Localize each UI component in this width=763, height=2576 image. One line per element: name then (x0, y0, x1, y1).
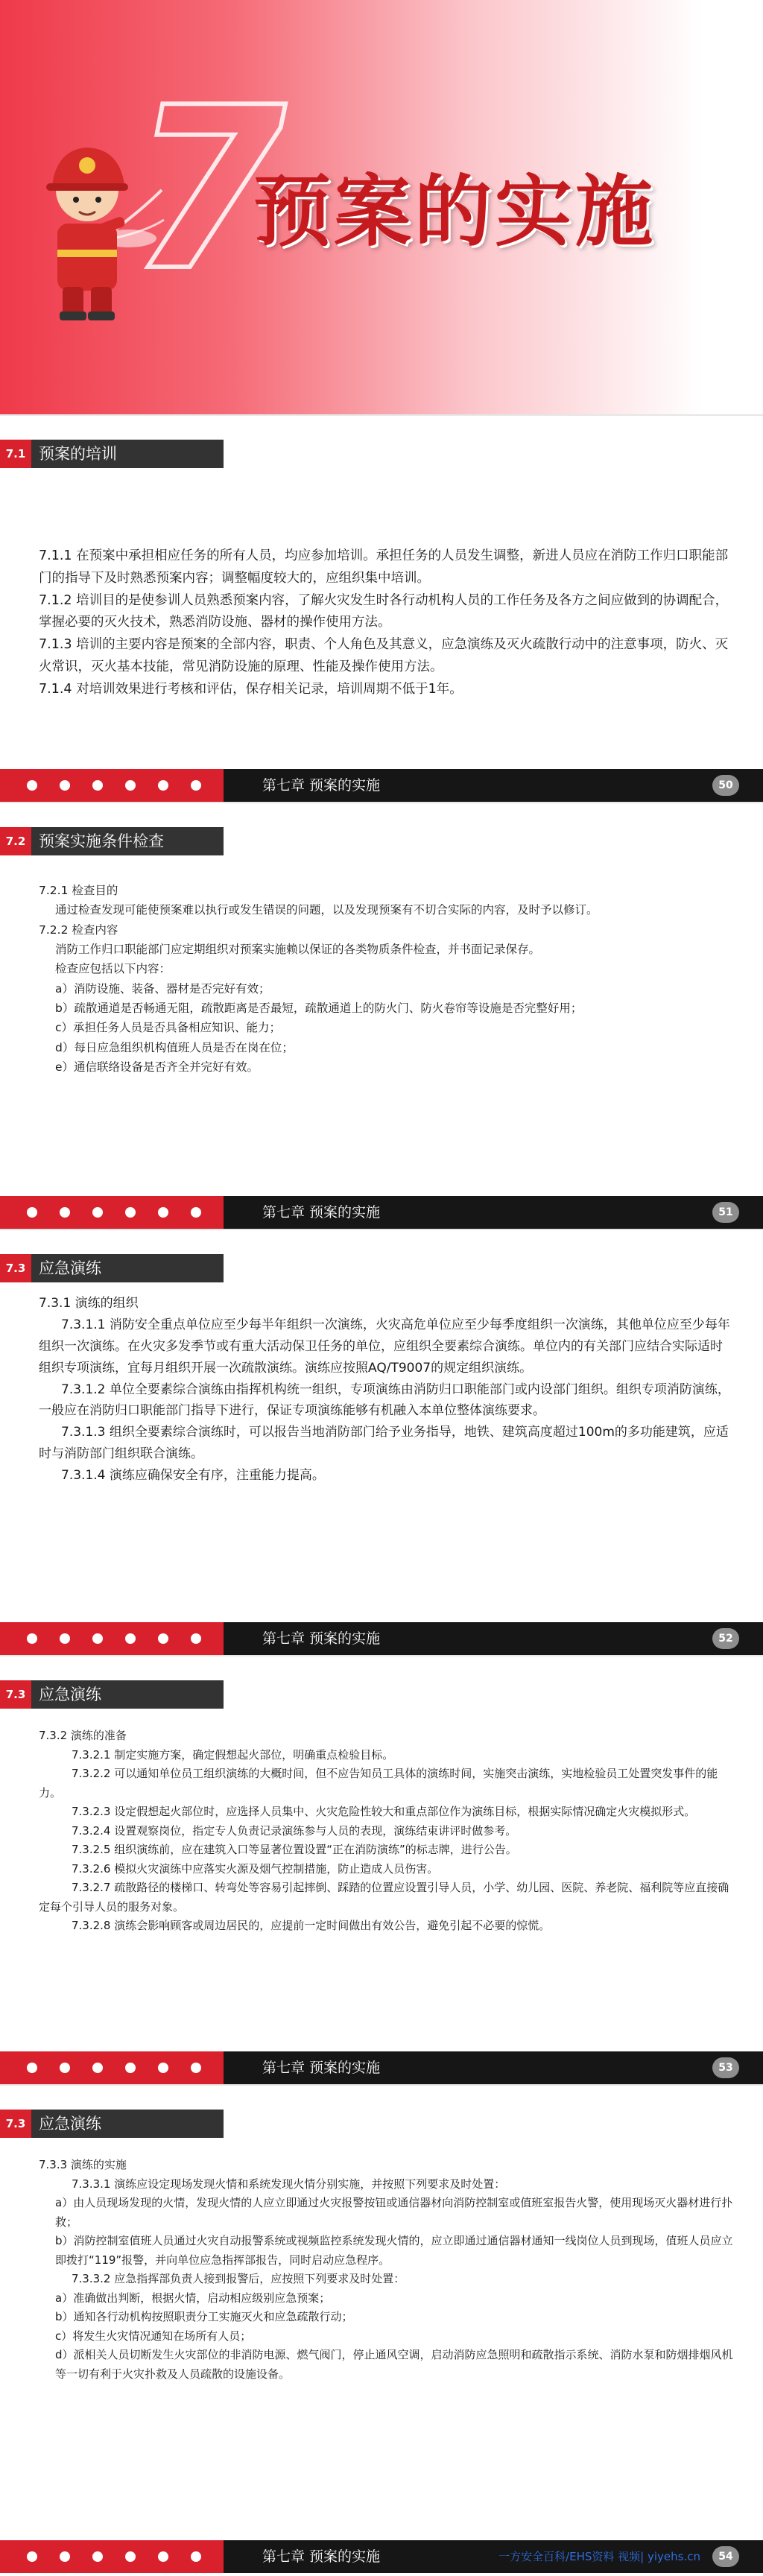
progress-dot (27, 2063, 37, 2073)
subheading: 7.2.2 检查内容 (39, 923, 118, 937)
chapter-title: 预案的实施 (253, 166, 656, 257)
paragraph: 7.3.2.4 设置观察岗位，指定专人负责记录演练参与人员的表现，演练结束讲评时做参考。 (72, 1823, 517, 1838)
paragraph: 7.1.1 在预案中承担相应任务的所有人员，均应参加培训。承担任务的人员发生调整，新进人员应在消防工作归口职能部门的指导下及时熟悉预案内容；调整幅度较大的，应组织集中培训。 (39, 548, 729, 586)
list-item: c）将发生火灾情况通知在场所有人员； (55, 2329, 252, 2343)
watermark-link[interactable]: 一方安全百科/EHS资料 视频| yiyehs.cn (498, 2550, 700, 2563)
section-header (0, 1680, 224, 1709)
slide-footer (0, 2051, 763, 2084)
slide-footer (0, 2540, 763, 2573)
chapter-label: 第七章 预案的实施 (262, 2060, 381, 2076)
paragraph: 7.3.1.1 消防安全重点单位应至少每半年组织一次演练，火灾高危单位应至少每季度组织一次演练，其他单位应至少每年组织一次演练。在火灾多发季节或有重大活动保卫任务的单位，应组织全要素综合演练。单位内的有关部门应结合实际适时组织专项演练，宜每月组织开展一次疏散演练。演练应按照AQ/T9007的规定组织演练。 (39, 1317, 730, 1376)
chapter-label: 第七章 预案的实施 (262, 1630, 381, 1647)
slide-training (0, 414, 763, 802)
footer-progress-bar (0, 1196, 224, 1229)
progress-dot (158, 1207, 168, 1218)
progress-dot (92, 1633, 103, 1644)
slide-footer (0, 1622, 763, 1655)
chapter-label: 第七章 预案的实施 (262, 777, 381, 794)
list-item: e）通信联络设备是否齐全并完好有效。 (55, 1060, 259, 1075)
progress-dot (60, 2063, 70, 2073)
progress-dot (125, 1207, 136, 1218)
paragraph: 7.3.1.4 演练应确保安全有序，注重能力提高。 (61, 1468, 325, 1484)
footer-progress-bar (0, 2540, 224, 2573)
slide-body (39, 1293, 733, 1487)
subheading: 7.3.1 演练的组织 (39, 1296, 139, 1311)
progress-dot (27, 2551, 37, 2562)
progress-dot (158, 2551, 168, 2562)
section-header (0, 827, 224, 855)
section-number: 7.3 (0, 1680, 31, 1709)
progress-dot (158, 2063, 168, 2073)
subheading: 7.3.3 演练的实施 (39, 2158, 127, 2171)
slide-footer (0, 1196, 763, 1229)
chapter-number: 7 (130, 60, 286, 320)
progress-dot (125, 780, 136, 791)
footer-progress-bar (0, 769, 224, 802)
section-title: 应急演练 (39, 2115, 101, 2133)
page-number: 53 (712, 2057, 739, 2078)
section-number: 7.3 (0, 1254, 31, 1282)
paragraph: 7.3.2.3 设定假想起火部位时，应选择人员集中、火灾危险性较大和重点部位作为演练目标，根据实际情况确定火灾模拟形式。 (72, 1805, 696, 1818)
list-item: d）每日应急组织机构值班人员是否在岗在位； (55, 1040, 294, 1054)
page-number: 52 (712, 1628, 739, 1649)
subheading: 7.3.2 演练的准备 (39, 1729, 127, 1742)
progress-dot (60, 2551, 70, 2562)
list-item: a）消防设施、装备、器材是否完好有效； (55, 981, 270, 996)
progress-dot (92, 1207, 103, 1218)
section-title: 预案实施条件检查 (39, 832, 164, 850)
list-item: c）承担任务人员是否具备相应知识、能力； (55, 1021, 282, 1035)
progress-dot (92, 2063, 103, 2073)
section-header (0, 2110, 224, 2138)
progress-dot (27, 1207, 37, 1218)
progress-dot (125, 2063, 136, 2073)
paragraph: 7.3.2.2 可以通知单位员工组织演练的大概时间，但不应告知员工具体的演练时间，实施突击演练，实地检验员工处置突发事件的能力。 (39, 1767, 718, 1800)
paragraph: 7.3.2.6 模拟火灾演练中应落实火源及烟气控制措施，防止造成人员伤害。 (72, 1861, 439, 1876)
progress-dot (191, 780, 201, 791)
section-number: 7.1 (0, 440, 31, 468)
progress-dot (60, 1633, 70, 1644)
progress-dot (92, 2551, 103, 2562)
progress-dot (125, 1633, 136, 1644)
section-title: 应急演练 (39, 1259, 101, 1277)
list-item: b）疏散通道是否畅通无阻，疏散距离是否最短，疏散通道上的防火门、防火卷帘等设施是否完整好用； (55, 1001, 583, 1016)
footer-progress-bar (0, 2051, 224, 2084)
subheading: 7.2.1 检查目的 (39, 884, 118, 897)
progress-dot (191, 2551, 201, 2562)
list-item: a）由人员现场发现的火情，发现火情的人应立即通过火灾报警按钮或通信器材向消防控制室或值班室报告火警，使用现场灭火器材进行扑救； (55, 2196, 733, 2229)
list-item: d）派相关人员切断发生火灾部位的非消防电源、燃气阀门，停止通风空调，启动消防应急照明和疏散指示系统、消防水泵和防烟排烟风机等一切有利于火灾扑救及人员疏散的设施设备。 (55, 2348, 733, 2381)
paragraph: 7.1.2 培训目的是使参训人员熟悉预案内容，了解火灾发生时各行动机构人员的工作任务及各方之间应做到的协调配合，掌握必要的灭火技术，熟悉消防设施、器材的操作使用方法。 (39, 592, 729, 630)
paragraph: 通过检查发现可能使预案难以执行或发生错误的问题，以及发现预案有不切合实际的内容，及时予以修订。 (55, 903, 598, 917)
progress-dot (191, 2063, 201, 2073)
slide-drill-organization (0, 1229, 763, 1655)
progress-dot (27, 780, 37, 791)
list-item: b）消防控制室值班人员通过火灾自动报警系统或视频监控系统发现火情的，应立即通过通信器材通知一线岗位人员到现场，值班人员应立即拨打“119”报警，并向单位应急指挥部报告，同时启动应急程序。 (55, 2234, 733, 2267)
section-number: 7.3 (0, 2110, 31, 2138)
chapter-label: 第七章 预案的实施 (262, 2548, 381, 2565)
list-item: a）准确做出判断，根据火情，启动相应级别应急预案； (55, 2291, 331, 2305)
progress-dot (125, 2551, 136, 2562)
slide-drill-implementation (0, 2084, 763, 2573)
section-title: 应急演练 (39, 1686, 101, 1703)
paragraph: 7.3.1.3 组织全要素综合演练时，可以报告当地消防部门给予业务指导，地铁、建筑高度超过100m的多功能建筑，应适时与消防部门组织联合演练。 (39, 1425, 729, 1462)
paragraph: 7.3.3.1 演练应设定现场发现火情和系统发现火情分别实施，并按照下列要求及时处置： (72, 2177, 506, 2191)
paragraph: 7.3.2.8 演练会影响顾客或周边居民的，应提前一定时间做出有效公告，避免引起不必要的惊慌。 (72, 1919, 551, 1932)
slide-condition-check (0, 802, 763, 1229)
chapter-label: 第七章 预案的实施 (262, 1204, 381, 1221)
slide-body (39, 1727, 733, 1936)
footer-progress-bar (0, 1622, 224, 1655)
section-title: 预案的培训 (39, 445, 117, 463)
progress-dot (158, 1633, 168, 1644)
slide-body (39, 2156, 733, 2384)
page-number: 54 (712, 2546, 739, 2567)
slide-footer (0, 769, 763, 802)
progress-dot (191, 1633, 201, 1644)
progress-dot (158, 780, 168, 791)
list-item: b）通知各行动机构按照职责分工实施灭火和应急疏散行动； (55, 2310, 353, 2323)
paragraph: 检查应包括以下内容： (55, 962, 171, 976)
slide-body (39, 545, 733, 700)
paragraph: 7.3.2.7 疏散路径的楼梯口、转弯处等容易引起摔倒、踩踏的位置应设置引导人员，小学、幼儿园、医院、养老院、福利院等应直接确定每个引导人员的服务对象。 (39, 1881, 729, 1914)
progress-dot (27, 1633, 37, 1644)
slide-drill-preparation (0, 1655, 763, 2084)
progress-dot (191, 1207, 201, 1218)
paragraph: 7.3.2.5 组织演练前，应在建筑入口等显著位置设置“正在消防演练”的标志牌，进行公告。 (72, 1843, 517, 1856)
slide-body (39, 881, 733, 1077)
paragraph: 7.1.3 培训的主要内容是预案的全部内容，职责、个人角色及其意义，应急演练及灭火疏散行动中的注意事项，防火、灭火常识，灭火基本技能，常见消防设施的原理、性能及操作使用方法。 (39, 637, 729, 674)
paragraph: 7.1.4 对培训效果进行考核和评估，保存相关记录，培训周期不低于1年。 (39, 681, 463, 697)
progress-dot (92, 780, 103, 791)
paragraph: 消防工作归口职能部门应定期组织对预案实施赖以保证的各类物质条件检查，并书面记录保存。 (55, 943, 541, 957)
paragraph: 7.3.1.2 单位全要素综合演练由指挥机构统一组织，专项演练由消防归口职能部门或内设部门组织。组织专项消防演练，一般应在消防归口职能部门指导下进行，保证专项演练能够有机融入本单位整体演练要求。 (39, 1382, 730, 1419)
paragraph: 7.3.2.1 制定实施方案，确定假想起火部位，明确重点检验目标。 (72, 1747, 394, 1762)
section-number: 7.2 (0, 827, 31, 855)
section-header (0, 1254, 224, 1282)
paragraph: 7.3.3.2 应急指挥部负责人接到报警后，应按照下列要求及时处置： (72, 2272, 405, 2285)
section-header (0, 440, 224, 468)
progress-dot (60, 780, 70, 791)
chapter-cover (0, 0, 763, 414)
progress-dot (60, 1207, 70, 1218)
page-number: 50 (712, 775, 739, 796)
page-number: 51 (712, 1202, 739, 1223)
